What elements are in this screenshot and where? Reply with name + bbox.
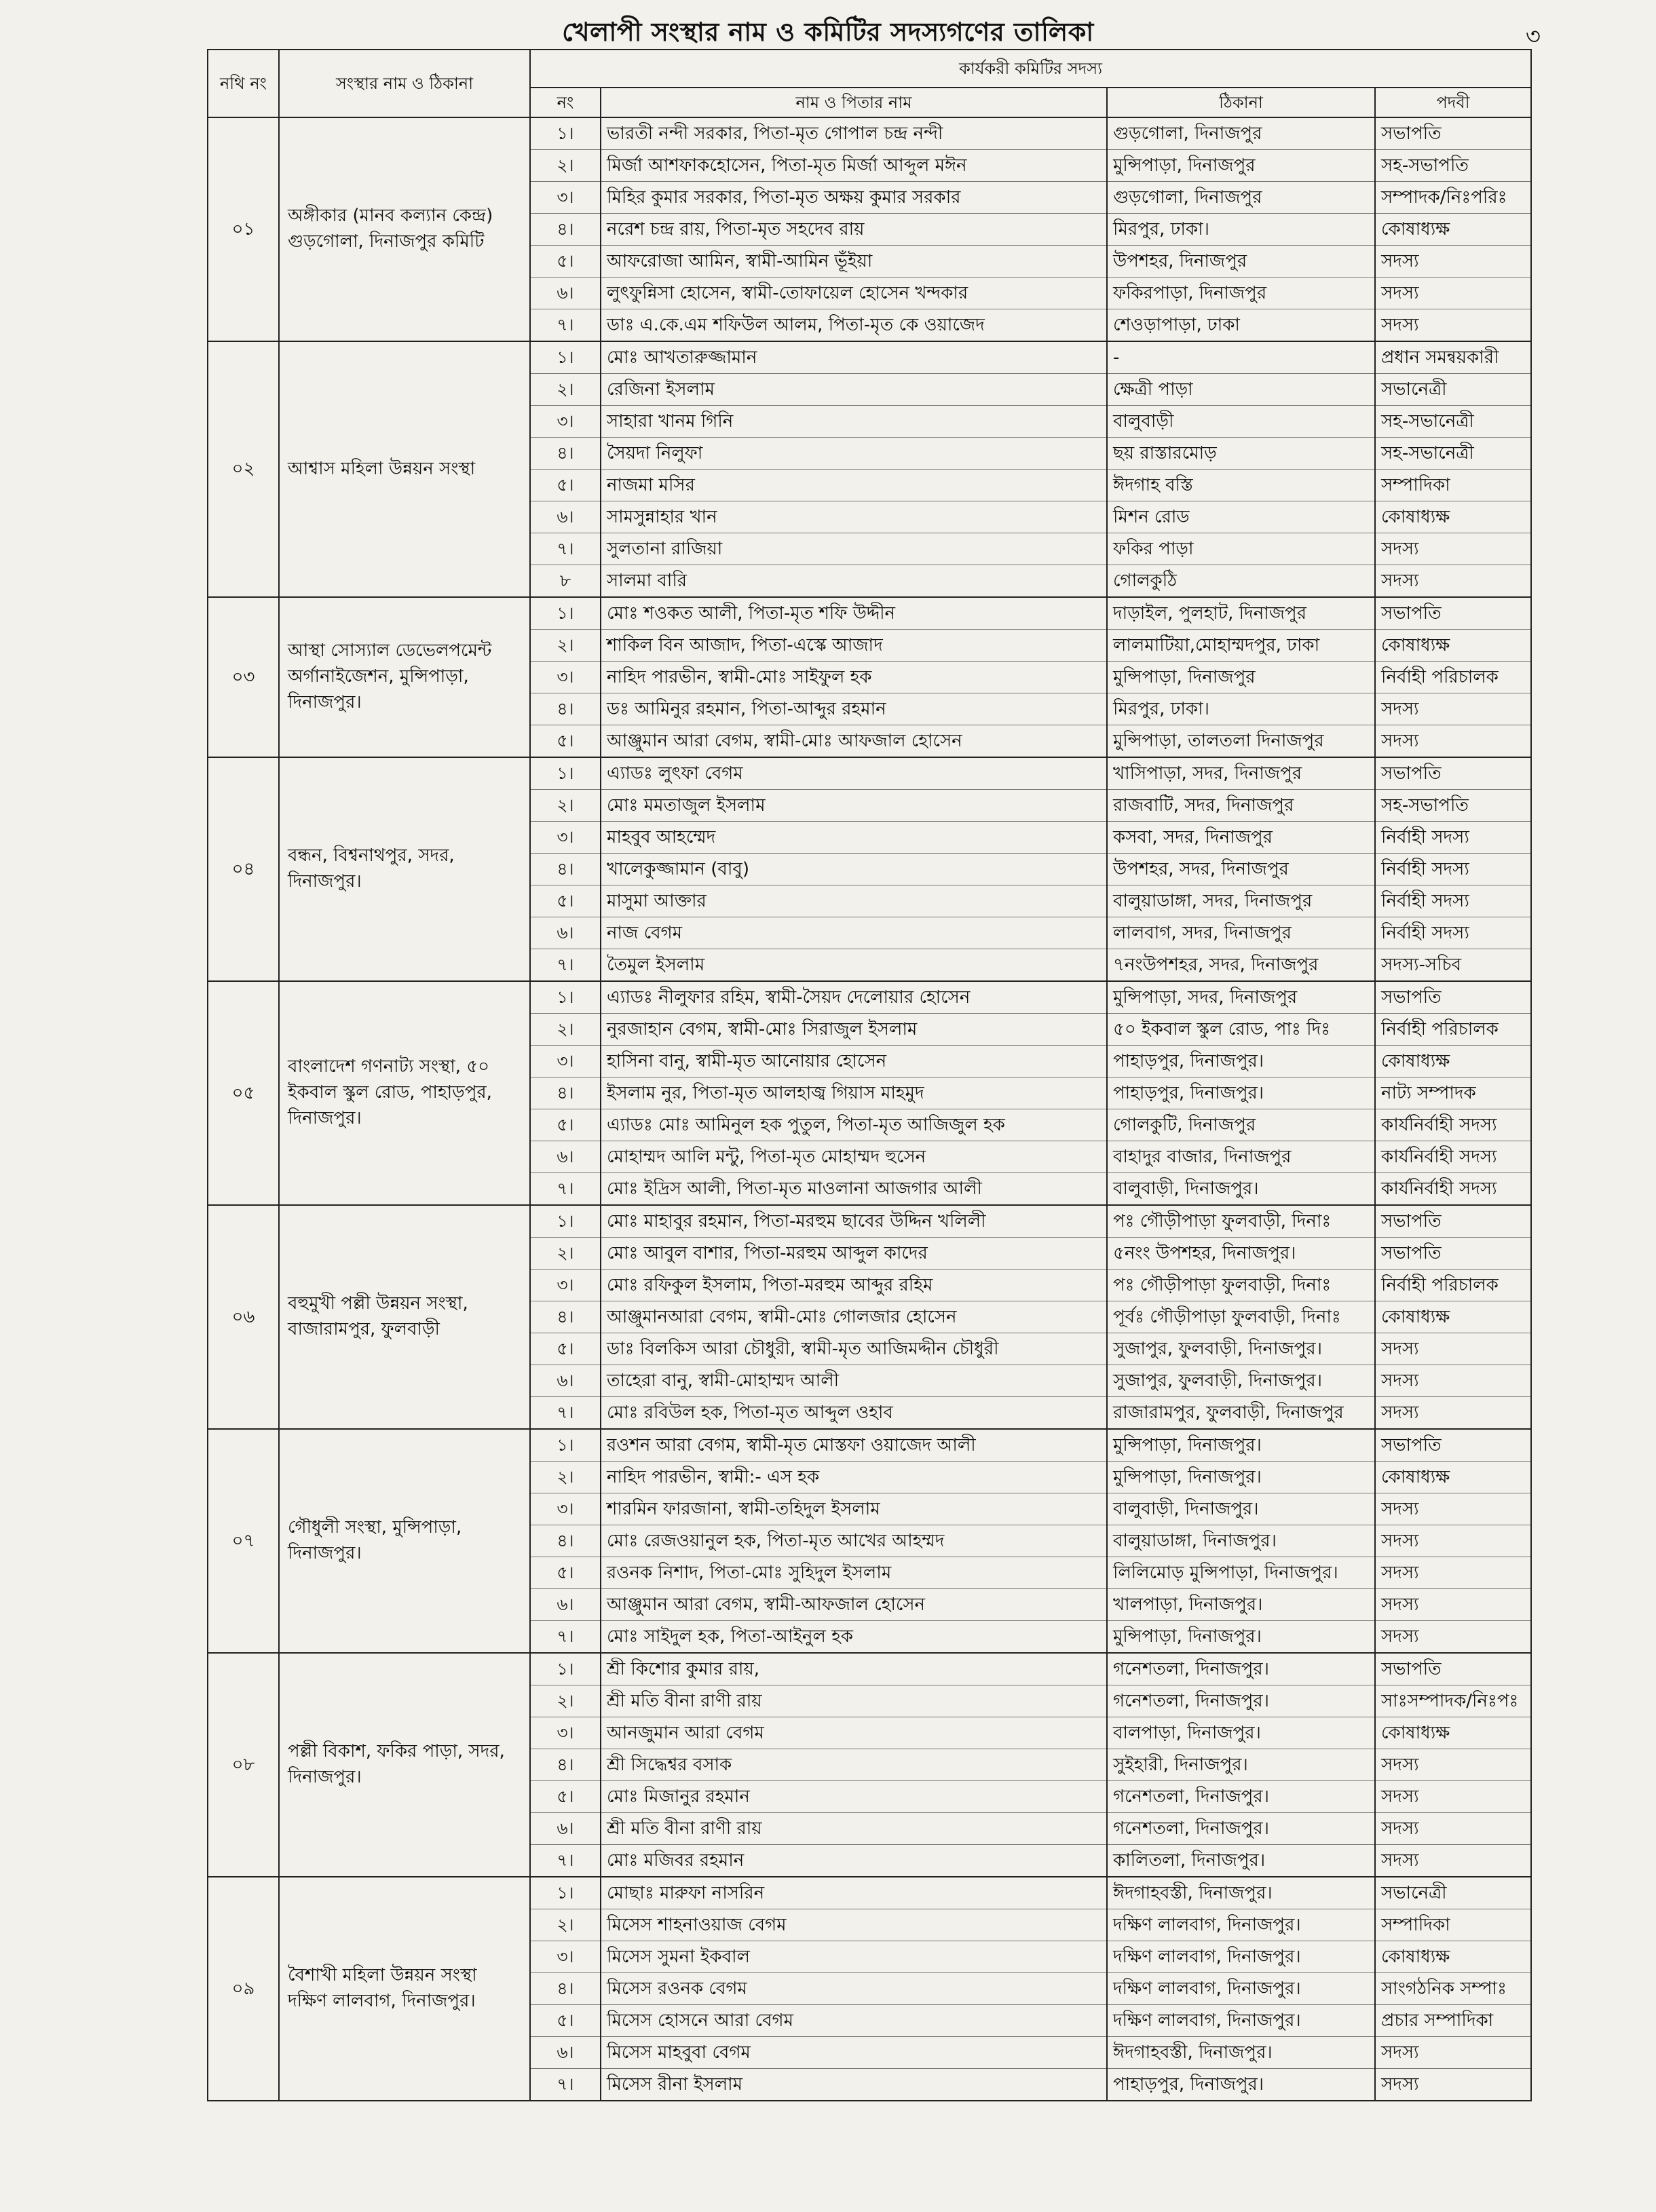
member-name: সাহারা খানম গিনি [601, 406, 1107, 438]
member-name: শ্রী কিশোর কুমার রায়, [601, 1653, 1107, 1685]
member-name: হাসিনা বানু, স্বামী-মৃত আনোয়ার হোসেন [601, 1046, 1107, 1078]
member-address: পূর্বঃ গৌড়ীপাড়া ফুলবাড়ী, দিনাঃ [1107, 1301, 1375, 1333]
member-address: মুন্সিপাড়া, দিনাজপুর [1107, 662, 1375, 693]
member-name: এ্যাডঃ লুৎফা বেগম [601, 757, 1107, 790]
member-address: লালমাটিয়া,মোহাম্মদপুর, ঢাকা [1107, 630, 1375, 662]
member-position: সম্পাদক/নিঃপরিঃ [1375, 182, 1531, 214]
member-position: নাট্য সম্পাদক [1375, 1078, 1531, 1109]
member-position: সম্পাদিকা [1375, 1909, 1531, 1941]
member-name: মিসেস শাহনাওয়াজ বেগম [601, 1909, 1107, 1941]
member-position: কোষাধ্যক্ষ [1375, 1717, 1531, 1749]
member-name: নাজ বেগম [601, 917, 1107, 949]
member-address: বালপাড়া, দিনাজপুর। [1107, 1717, 1375, 1749]
member-position: সহ-সভানেত্রী [1375, 438, 1531, 470]
member-number: ২। [530, 1014, 601, 1046]
organization-name: আশ্বাস মহিলা উন্নয়ন সংস্থা [279, 341, 530, 597]
member-address: পঃ গৌড়ীপাড়া ফুলবাড়ী, দিনাঃ [1107, 1270, 1375, 1301]
member-name: আফরোজা আমিন, স্বামী-আমিন ভূঁইয়া [601, 246, 1107, 278]
member-address: রাজবাটি, সদর, দিনাজপুর [1107, 790, 1375, 822]
member-name: মোছাঃ মারুফা নাসরিন [601, 1877, 1107, 1909]
organization-name: বৈশাখী মহিলা উন্নয়ন সংস্থা দক্ষিণ লালবাগ, দিনাজপুর। [279, 1877, 530, 2101]
member-position: সদস্য [1375, 2069, 1531, 2101]
member-address: ছয় রাস্তারমোড় [1107, 438, 1375, 470]
member-position: সদস্য [1375, 309, 1531, 342]
member-row [208, 1653, 1531, 1685]
member-name: মাহবুব আহম্মেদ [601, 822, 1107, 854]
member-position: সদস্য [1375, 2037, 1531, 2069]
member-position: সদস্য [1375, 1397, 1531, 1430]
organization-name: পল্লী বিকাশ, ফকির পাড়া, সদর, দিনাজপুর। [279, 1653, 530, 1877]
member-address: দক্ষিণ লালবাগ, দিনাজপুর। [1107, 1973, 1375, 2005]
member-number: ৬। [530, 1813, 601, 1845]
member-position: কার্যনির্বাহী সদস্য [1375, 1173, 1531, 1206]
member-position: সদস্য [1375, 565, 1531, 598]
member-number: ১। [530, 1877, 601, 1909]
file-number: ০৬ [208, 1205, 279, 1429]
member-name: তৈমুল ইসলাম [601, 949, 1107, 982]
member-position: সদস্য [1375, 1493, 1531, 1525]
member-row [208, 1429, 1531, 1462]
member-address: বালুবাড়ী [1107, 406, 1375, 438]
member-position: সহ-সভাপতি [1375, 150, 1531, 182]
header-position: পদবী [1375, 88, 1531, 117]
member-address: গনেশতলা, দিনাজপুর। [1107, 1813, 1375, 1845]
file-number: ০৮ [208, 1653, 279, 1877]
header-file-no: নথি নং [208, 50, 279, 117]
member-row [208, 117, 1531, 150]
member-address: ক্ষেত্রী পাড়া [1107, 374, 1375, 406]
member-address: কসবা, সদর, দিনাজপুর [1107, 822, 1375, 854]
member-row [208, 341, 1531, 374]
member-address: ৫নংং উপশহর, দিনাজপুর। [1107, 1238, 1375, 1270]
member-position: কোষাধ্যক্ষ [1375, 214, 1531, 246]
member-number: ৪। [530, 438, 601, 470]
member-number: ৫। [530, 470, 601, 501]
member-address: মিরপুর, ঢাকা। [1107, 693, 1375, 725]
member-address: খাসিপাড়া, সদর, দিনাজপুর [1107, 757, 1375, 790]
member-address: উপশহর, সদর, দিনাজপুর [1107, 854, 1375, 885]
member-position: সভাপতি [1375, 117, 1531, 150]
member-address: মিশন রোড [1107, 501, 1375, 533]
member-number: ৩। [530, 1270, 601, 1301]
member-number: ৬। [530, 278, 601, 309]
member-position: সদস্য [1375, 1749, 1531, 1781]
member-number: ৬। [530, 1365, 601, 1397]
member-address: গনেশতলা, দিনাজপুর। [1107, 1781, 1375, 1813]
member-number: ৭। [530, 2069, 601, 2101]
member-name: ডাঃ এ.কে.এম শফিউল আলম, পিতা-মৃত কে ওয়াজেদ [601, 309, 1107, 342]
member-address: খালপাড়া, দিনাজপুর। [1107, 1589, 1375, 1621]
organization-name: গৌধুলী সংস্থা, মুন্সিপাড়া, দিনাজপুর। [279, 1429, 530, 1653]
member-address: ঈদগাহবস্তী, দিনাজপুর। [1107, 1877, 1375, 1909]
member-name: সালমা বারি [601, 565, 1107, 598]
member-name: আঞ্জুমানআরা বেগম, স্বামী-মোঃ গোলজার হোসেন [601, 1301, 1107, 1333]
member-position: সভাপতি [1375, 981, 1531, 1014]
member-name: মোঃ সাইদুল হক, পিতা-আইনুল হক [601, 1621, 1107, 1654]
member-position: নির্বাহী পরিচালক [1375, 1014, 1531, 1046]
page-number: ৩ [1525, 23, 1541, 50]
page-title: খেলাপী সংস্থার নাম ও কমিটির সদস্যগণের তালিকা [562, 17, 1094, 47]
member-position: নির্বাহী পরিচালক [1375, 662, 1531, 693]
member-number: ৬। [530, 917, 601, 949]
member-number: ৩। [530, 1046, 601, 1078]
member-row [208, 1205, 1531, 1238]
member-address: ঈদগাহবস্তী, দিনাজপুর। [1107, 2037, 1375, 2069]
file-number: ০১ [208, 117, 279, 341]
member-number: ১। [530, 1429, 601, 1462]
member-number: ২। [530, 1909, 601, 1941]
file-number: ০৫ [208, 981, 279, 1205]
member-number: ৩। [530, 406, 601, 438]
member-position: সদস্য [1375, 1621, 1531, 1654]
member-address: মুন্সিপাড়া, তালতলা দিনাজপুর [1107, 725, 1375, 758]
member-address: পঃ গৌড়ীপাড়া ফুলবাড়ী, দিনাঃ [1107, 1205, 1375, 1238]
member-number: ৫। [530, 725, 601, 758]
member-name: ডাঃ বিলকিস আরা চৌধুরী, স্বামী-মৃত আজিমদ্দীন চৌধুরী [601, 1333, 1107, 1365]
member-address: দক্ষিণ লালবাগ, দিনাজপুর। [1107, 1909, 1375, 1941]
member-number: ৩। [530, 822, 601, 854]
member-address: ৫০ ইকবাল স্কুল রোড, পাঃ দিঃ [1107, 1014, 1375, 1046]
member-name: মোহাম্মদ আলি মন্টু, পিতা-মৃত মোহাম্মদ হুসেন [601, 1141, 1107, 1173]
member-position: নির্বাহী সদস্য [1375, 917, 1531, 949]
member-position: সভানেত্রী [1375, 1877, 1531, 1909]
member-address: সুইহারী, দিনাজপুর। [1107, 1749, 1375, 1781]
member-number: ১। [530, 117, 601, 150]
member-name: নাহিদ পারভীন, স্বামী:- এস হক [601, 1462, 1107, 1493]
member-number: ৬। [530, 1589, 601, 1621]
member-name: লুৎফুন্নিসা হোসেন, স্বামী-তোফায়েল হোসেন খন্দকার [601, 278, 1107, 309]
member-position: কার্যনির্বাহী সদস্য [1375, 1141, 1531, 1173]
member-position: সদস্য [1375, 1557, 1531, 1589]
member-number: ৪। [530, 693, 601, 725]
member-address: পাহাড়পুর, দিনাজপুর। [1107, 1046, 1375, 1078]
member-position: সদস্য [1375, 1333, 1531, 1365]
member-number: ৩। [530, 1717, 601, 1749]
member-name: আঞ্জুমান আরা বেগম, স্বামী-মোঃ আফজাল হোসেন [601, 725, 1107, 758]
member-name: মোঃ আবুল বাশার, পিতা-মরহুম আব্দুল কাদের [601, 1238, 1107, 1270]
member-number: ২। [530, 1462, 601, 1493]
header-num: নং [530, 88, 601, 117]
member-number: ১। [530, 981, 601, 1014]
member-position: সদস্য [1375, 1525, 1531, 1557]
member-position: সদস্য [1375, 693, 1531, 725]
member-name: ইসলাম নুর, পিতা-মৃত আলহাজ্ব গিয়াস মাহমুদ [601, 1078, 1107, 1109]
member-number: ৫। [530, 1109, 601, 1141]
member-name: নুরজাহান বেগম, স্বামী-মোঃ সিরাজুল ইসলাম [601, 1014, 1107, 1046]
member-name: নাহিদ পারভীন, স্বামী-মোঃ সাইফুল হক [601, 662, 1107, 693]
member-name: মোঃ মাহাবুর রহমান, পিতা-মরহুম ছাবের উদ্দিন খলিলী [601, 1205, 1107, 1238]
member-address: দক্ষিণ লালবাগ, দিনাজপুর। [1107, 2005, 1375, 2037]
member-address: গনেশতলা, দিনাজপুর। [1107, 1685, 1375, 1717]
member-number: ৪। [530, 1078, 601, 1109]
organization-name: অঙ্গীকার (মানব কল্যান কেন্দ্র) গুড়গোলা, দিনাজপুর কমিটি [279, 117, 530, 341]
member-address: উপশহর, দিনাজপুর [1107, 246, 1375, 278]
member-name: মিহির কুমার সরকার, পিতা-মৃত অক্ষয় কুমার সরকার [601, 182, 1107, 214]
member-number: ২। [530, 150, 601, 182]
member-position: সদস্য [1375, 246, 1531, 278]
member-position: সভাপতি [1375, 597, 1531, 630]
member-name: মোঃ মমতাজুল ইসলাম [601, 790, 1107, 822]
member-number: ২। [530, 630, 601, 662]
member-name: এ্যাডঃ মোঃ আমিনুল হক পুতুল, পিতা-মৃত আজিজুল হক [601, 1109, 1107, 1141]
member-address: ৭নংউপশহর, সদর, দিনাজপুর [1107, 949, 1375, 982]
member-position: নির্বাহী সদস্য [1375, 854, 1531, 885]
member-name: রওনক নিশাদ, পিতা-মোঃ সুহিদুল ইসলাম [601, 1557, 1107, 1589]
organization-name: বন্ধন, বিশ্বনাথপুর, সদর, দিনাজপুর। [279, 757, 530, 981]
member-position: কোষাধ্যক্ষ [1375, 1046, 1531, 1078]
organization-table [207, 49, 1532, 2101]
member-name: মোঃ শওকত আলী, পিতা-মৃত শফি উদ্দীন [601, 597, 1107, 630]
member-address: শেওড়াপাড়া, ঢাকা [1107, 309, 1375, 342]
member-address: গুড়গোলা, দিনাজপুর [1107, 182, 1375, 214]
member-name: খালেকুজ্জামান (বাবু) [601, 854, 1107, 885]
member-position: সদস্য [1375, 278, 1531, 309]
member-address: বাহাদুর বাজার, দিনাজপুর [1107, 1141, 1375, 1173]
member-number: ২। [530, 790, 601, 822]
member-address: বালুবাড়ী, দিনাজপুর। [1107, 1173, 1375, 1206]
member-name: ভারতী নন্দী সরকার, পিতা-মৃত গোপাল চন্দ্র নন্দী [601, 117, 1107, 150]
member-address: গোলকুটি, দিনাজপুর [1107, 1109, 1375, 1141]
member-position: প্রধান সমন্বয়কারী [1375, 341, 1531, 374]
member-address: লালবাগ, সদর, দিনাজপুর [1107, 917, 1375, 949]
member-number: ৭। [530, 1397, 601, 1430]
header-address: ঠিকানা [1107, 88, 1375, 117]
member-number: ৫। [530, 2005, 601, 2037]
file-number: ০৯ [208, 1877, 279, 2101]
header-committee: কার্যকরী কমিটির সদস্য [530, 50, 1531, 88]
member-number: ৭। [530, 309, 601, 342]
member-position: সদস্য [1375, 1845, 1531, 1877]
member-position: প্রচার সম্পাদিকা [1375, 2005, 1531, 2037]
member-name: শ্রী মতি বীনা রাণী রায় [601, 1813, 1107, 1845]
member-number: ২। [530, 1238, 601, 1270]
member-position: সভাপতি [1375, 1238, 1531, 1270]
file-number: ০২ [208, 341, 279, 597]
member-name: রেজিনা ইসলাম [601, 374, 1107, 406]
member-position: সভানেত্রী [1375, 374, 1531, 406]
member-position: কোষাধ্যক্ষ [1375, 1462, 1531, 1493]
file-number: ০৭ [208, 1429, 279, 1653]
member-address: ঈদগাহ বস্তি [1107, 470, 1375, 501]
member-number: ৪। [530, 214, 601, 246]
member-address: বালুয়াডাঙ্গা, দিনাজপুর। [1107, 1525, 1375, 1557]
member-number: ৬। [530, 1141, 601, 1173]
member-position: নির্বাহী সদস্য [1375, 885, 1531, 917]
member-name: শ্রী মতি বীনা রাণী রায় [601, 1685, 1107, 1717]
member-name: মোঃ মিজানুর রহমান [601, 1781, 1107, 1813]
member-name: রওশন আরা বেগম, স্বামী-মৃত মোস্তফা ওয়াজেদ আলী [601, 1429, 1107, 1462]
member-address: - [1107, 341, 1375, 374]
member-position: নির্বাহী পরিচালক [1375, 1270, 1531, 1301]
member-position: সদস্য [1375, 1781, 1531, 1813]
member-address: দক্ষিণ লালবাগ, দিনাজপুর। [1107, 1941, 1375, 1973]
member-row [208, 597, 1531, 630]
member-name: শ্রী সিদ্ধেশ্বর বসাক [601, 1749, 1107, 1781]
organization-name: বহুমুখী পল্লী উন্নয়ন সংস্থা, বাজারামপুর, ফুলবাড়ী [279, 1205, 530, 1429]
member-number: ৬। [530, 2037, 601, 2069]
member-name: ডঃ আমিনুর রহমান, পিতা-আব্দুর রহমান [601, 693, 1107, 725]
member-position: সদস্য [1375, 1813, 1531, 1845]
member-name: আনজুমান আরা বেগম [601, 1717, 1107, 1749]
member-number: ১। [530, 341, 601, 374]
member-number: ৪। [530, 1525, 601, 1557]
member-name: মোঃ আখতারুজ্জামান [601, 341, 1107, 374]
member-name: আঞ্জুমান আরা বেগম, স্বামী-আফজাল হোসেন [601, 1589, 1107, 1621]
member-name: মির্জা আশফাকহোসেন, পিতা-মৃত মির্জা আব্দুল মঈন [601, 150, 1107, 182]
member-position: কোষাধ্যক্ষ [1375, 1301, 1531, 1333]
member-position: সহ-সভাপতি [1375, 790, 1531, 822]
member-name: মিসেস হোসনে আরা বেগম [601, 2005, 1107, 2037]
member-number: ৭। [530, 533, 601, 565]
member-row [208, 981, 1531, 1014]
member-address: মুন্সিপাড়া, দিনাজপুর। [1107, 1621, 1375, 1654]
organization-name: আস্থা সোস্যাল ডেভেলপমেন্ট অর্গানাইজেশন, মুন্সিপাড়া, দিনাজপুর। [279, 597, 530, 757]
file-number: ০৪ [208, 757, 279, 981]
member-name: মাসুমা আক্তার [601, 885, 1107, 917]
member-number: ৫। [530, 1557, 601, 1589]
member-name: সুলতানা রাজিয়া [601, 533, 1107, 565]
member-number: ৮ [530, 565, 601, 598]
member-number: ১। [530, 597, 601, 630]
member-position: নির্বাহী সদস্য [1375, 822, 1531, 854]
member-name: নাজমা মসির [601, 470, 1107, 501]
member-number: ৫। [530, 246, 601, 278]
member-number: ৫। [530, 1781, 601, 1813]
member-name: নরেশ চন্দ্র রায়, পিতা-মৃত সহদেব রায় [601, 214, 1107, 246]
member-name: সৈয়দা নিলুফা [601, 438, 1107, 470]
member-address: ফকির পাড়া [1107, 533, 1375, 565]
member-number: ৩। [530, 1493, 601, 1525]
member-number: ২। [530, 374, 601, 406]
member-position: সদস্য [1375, 725, 1531, 758]
header-org-name: সংস্থার নাম ও ঠিকানা [279, 50, 530, 117]
member-name: মিসেস সুমনা ইকবাল [601, 1941, 1107, 1973]
member-position: কোষাধ্যক্ষ [1375, 630, 1531, 662]
member-name: মোঃ ইদ্রিস আলী, পিতা-মৃত মাওলানা আজগার আলী [601, 1173, 1107, 1206]
member-name: এ্যাডঃ নীলুফার রহিম, স্বামী-সৈয়দ দেলোয়ার হোসেন [601, 981, 1107, 1014]
member-name: মিসেস রওনক বেগম [601, 1973, 1107, 2005]
member-name: সামসুন্নাহার খান [601, 501, 1107, 533]
member-name: শাকিল বিন আজাদ, পিতা-এস্কে আজাদ [601, 630, 1107, 662]
member-number: ৭। [530, 1845, 601, 1877]
member-name: মোঃ রবিউল হক, পিতা-মৃত আব্দুল ওহাব [601, 1397, 1107, 1430]
member-address: গুড়গোলা, দিনাজপুর [1107, 117, 1375, 150]
member-number: ৫। [530, 1333, 601, 1365]
member-position: সভাপতি [1375, 1653, 1531, 1685]
member-address: গোলকুঠি [1107, 565, 1375, 598]
member-position: সদস্য [1375, 1589, 1531, 1621]
member-address: বালুয়াডাঙ্গা, সদর, দিনাজপুর [1107, 885, 1375, 917]
member-number: ৭। [530, 949, 601, 982]
member-number: ২। [530, 1685, 601, 1717]
member-number: ৩। [530, 662, 601, 693]
member-name: মিসেস মাহবুবা বেগম [601, 2037, 1107, 2069]
member-address: মিরপুর, ঢাকা। [1107, 214, 1375, 246]
member-position: সদস্য [1375, 1365, 1531, 1397]
member-position: কোষাধ্যক্ষ [1375, 501, 1531, 533]
member-address: ফকিরপাড়া, দিনাজপুর [1107, 278, 1375, 309]
member-number: ১। [530, 757, 601, 790]
member-number: ১। [530, 1205, 601, 1238]
member-address: মুন্সিপাড়া, দিনাজপুর। [1107, 1429, 1375, 1462]
member-address: রাজারামপুর, ফুলবাড়ী, দিনাজপুর [1107, 1397, 1375, 1430]
member-address: মুন্সিপাড়া, দিনাজপুর। [1107, 1462, 1375, 1493]
member-row [208, 757, 1531, 790]
member-name: মিসেস রীনা ইসলাম [601, 2069, 1107, 2101]
member-number: ৭। [530, 1173, 601, 1206]
member-number: ৩। [530, 1941, 601, 1973]
member-address: সুজাপুর, ফুলবাড়ী, দিনাজপুর। [1107, 1333, 1375, 1365]
member-position: সাংগঠনিক সম্পাঃ [1375, 1973, 1531, 2005]
member-address: দাড়াইল, পুলহাট, দিনাজপুর [1107, 597, 1375, 630]
member-address: গনেশতলা, দিনাজপুর। [1107, 1653, 1375, 1685]
member-position: সদস্য [1375, 533, 1531, 565]
member-name: মোঃ মজিবর রহমান [601, 1845, 1107, 1877]
member-address: মুন্সিপাড়া, সদর, দিনাজপুর [1107, 981, 1375, 1014]
organization-name: বাংলাদেশ গণনাট্য সংস্থা, ৫০ ইকবাল স্কুল রোড, পাহাড়পুর, দিনাজপুর। [279, 981, 530, 1205]
member-address: লিলিমোড় মুন্সিপাড়া, দিনাজপুর। [1107, 1557, 1375, 1589]
member-number: ৪। [530, 854, 601, 885]
member-address: পাহাড়পুর, দিনাজপুর। [1107, 1078, 1375, 1109]
header-name: নাম ও পিতার নাম [601, 88, 1107, 117]
member-position: কোষাধ্যক্ষ [1375, 1941, 1531, 1973]
member-position: সদস্য-সচিব [1375, 949, 1531, 982]
member-number: ৭। [530, 1621, 601, 1654]
member-name: মোঃ রফিকুল ইসলাম, পিতা-মরহুম আব্দুর রহিম [601, 1270, 1107, 1301]
member-address: সুজাপুর, ফুলবাড়ী, দিনাজপুর। [1107, 1365, 1375, 1397]
member-number: ৪। [530, 1749, 601, 1781]
member-name: শারমিন ফারজানা, স্বামী-তহিদুল ইসলাম [601, 1493, 1107, 1525]
member-position: সম্পাদিকা [1375, 470, 1531, 501]
member-position: সভাপতি [1375, 1429, 1531, 1462]
file-number: ০৩ [208, 597, 279, 757]
member-name: তাহেরা বানু, স্বামী-মোহাম্মদ আলী [601, 1365, 1107, 1397]
member-name: মোঃ রেজওয়ানুল হক, পিতা-মৃত আখের আহম্মদ [601, 1525, 1107, 1557]
member-number: ১। [530, 1653, 601, 1685]
member-number: ৪। [530, 1301, 601, 1333]
member-number: ৬। [530, 501, 601, 533]
member-address: বালুবাড়ী, দিনাজপুর। [1107, 1493, 1375, 1525]
member-address: মুন্সিপাড়া, দিনাজপুর [1107, 150, 1375, 182]
member-address: কালিতলা, দিনাজপুর। [1107, 1845, 1375, 1877]
member-number: ৩। [530, 182, 601, 214]
member-position: সাঃসম্পাদক/নিঃপঃ [1375, 1685, 1531, 1717]
member-position: সভাপতি [1375, 757, 1531, 790]
member-number: ৫। [530, 885, 601, 917]
member-position: সভাপতি [1375, 1205, 1531, 1238]
member-address: পাহাড়পুর, দিনাজপুর। [1107, 2069, 1375, 2101]
member-row [208, 1877, 1531, 1909]
member-position: সহ-সভানেত্রী [1375, 406, 1531, 438]
member-position: কার্যনির্বাহী সদস্য [1375, 1109, 1531, 1141]
member-number: ৪। [530, 1973, 601, 2005]
